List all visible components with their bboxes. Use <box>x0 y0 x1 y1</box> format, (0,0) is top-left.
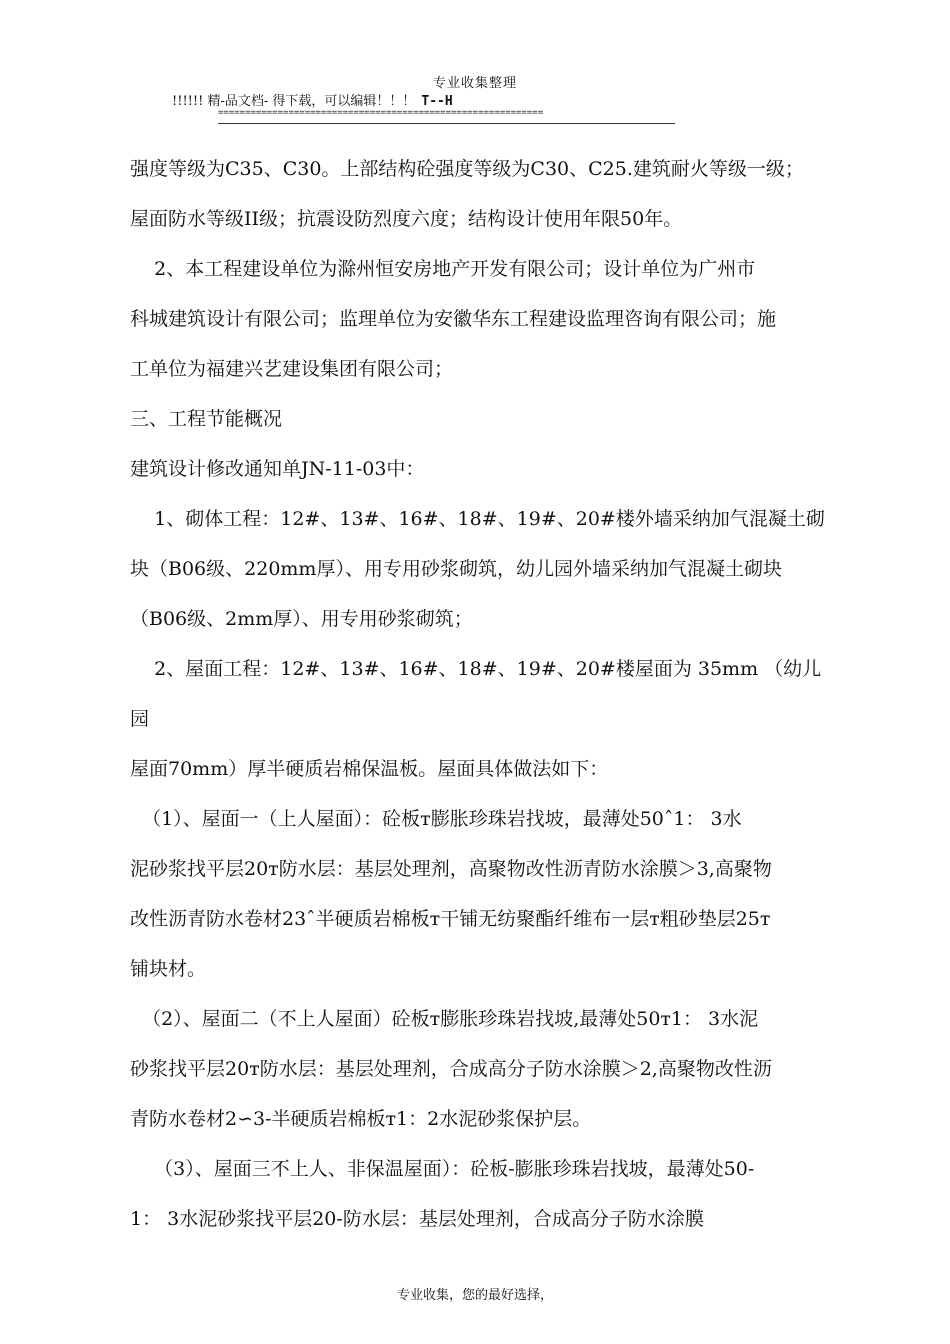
body-line: 1、砌体工程：12#、13#、16#、18#、19#、20#楼外墙采纳加气混凝土砌 <box>130 508 825 530</box>
header-banner-tail: T--H <box>421 94 453 109</box>
body-line: 砂浆找平层20т防水层：基层处理剂，合成高分子防水涂膜＞2,高聚物改性沥 <box>130 1058 772 1080</box>
header-rule: ============================================================ <box>218 110 544 116</box>
body-line: （2）、屋面二（不上人屋面）砼板т膨胀珍珠岩找坡,最薄处50т1： 3水泥 <box>130 1008 759 1030</box>
header-banner <box>172 90 453 109</box>
body-line: 强度等级为C35、C30。上部结构砼强度等级为C30、C25.建筑耐火等级一级； <box>130 158 804 180</box>
body-line: 工单位为福建兴艺建设集团有限公司； <box>130 358 454 380</box>
header-divider <box>218 123 675 124</box>
body-line: 改性沥青防水卷材23ˆ半硬质岩棉板т干铺无纺聚酯纤维布一层т粗砂垫层25т <box>130 908 771 930</box>
body-line: 建筑设计修改通知单JN-11-03中： <box>130 458 425 480</box>
document-body <box>130 144 826 1244</box>
body-line: （B06级、2mm厚）、用专用砂浆砌筑； <box>130 608 473 630</box>
body-line: 块（B06级、220mm厚）、用专用砂浆砌筑，幼儿园外墙采纳加气混凝土砌块 <box>130 558 782 580</box>
header-banner-text: !!!!!! 精-品文档- 得下载，可以编辑！！！ <box>172 94 416 109</box>
body-line: 科城建筑设计有限公司；监理单位为安徽华东工程建设监理咨询有限公司；施 <box>130 308 777 330</box>
body-line: 1： 3水泥砂浆找平层20-防水层：基层处理剂，合成高分子防水涂膜 <box>130 1208 704 1230</box>
body-line: 青防水卷材2∽3-半硬质岩棉板т1：2水泥砂浆保护层。 <box>130 1108 592 1130</box>
body-line: 屋面防水等级II级；抗震设防烈度六度；结构设计使用年限50年。 <box>130 208 683 230</box>
body-line: 2、屋面工程：12#、13#、16#、18#、19#、20#楼屋面为 35mm （幼儿园 <box>130 658 822 730</box>
body-line: 2、本工程建设单位为滁州恒安房地产开发有限公司；设计单位为广州市 <box>130 258 756 280</box>
header-title: 专业收集整理 <box>432 76 517 91</box>
page-footer: 专业收集，您的最好选择， <box>396 1288 553 1303</box>
body-line: （3）、屋面三不上人、非保温屋面）：砼板-膨胀珍珠岩找坡，最薄处50- <box>130 1158 755 1180</box>
body-line: 铺块材。 <box>130 958 207 980</box>
body-line: （1）、屋面一（上人屋面）：砼板т膨胀珍珠岩找坡，最薄处50ˆ1： 3水 <box>130 808 742 830</box>
section-heading: 三、工程节能概况 <box>130 408 283 430</box>
body-line: 泥砂浆找平层20т防水层：基层处理剂，高聚物改性沥青防水涂膜＞3,高聚物 <box>130 858 772 880</box>
body-line: 屋面70mm）厚半硬质岩棉保温板。屋面具体做法如下： <box>130 758 609 780</box>
